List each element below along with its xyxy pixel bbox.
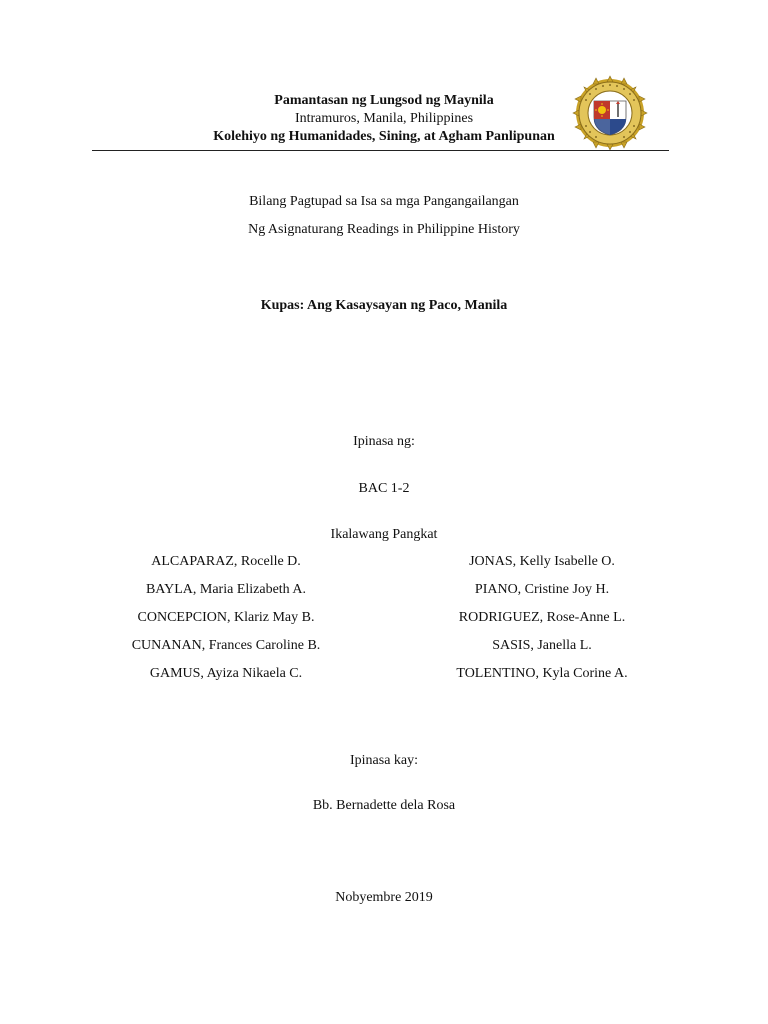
paper-title: Kupas: Ang Kasaysayan ng Paco, Manila — [260, 298, 508, 313]
submitted-to-label: Ipinasa kay: — [349, 753, 419, 768]
instructor-name: Bb. Bernadette dela Rosa — [312, 798, 456, 813]
members-right-column — [402, 553, 682, 693]
member-name: PIANO, Cristine Joy H. — [474, 582, 610, 597]
university-seal-icon — [572, 75, 648, 151]
member-name: SASIS, Janella L. — [492, 638, 592, 653]
member-name: JONAS, Kelly Isabelle O. — [469, 554, 615, 569]
group-name: Ikalawang Pangkat — [330, 527, 438, 542]
university-name: Pamantasan ng Lungsod ng Maynila — [274, 93, 494, 108]
university-location: Intramuros, Manila, Philippines — [294, 111, 474, 126]
members-left-column — [86, 553, 366, 693]
member-name: RODRIGUEZ, Rose-Anne L. — [458, 610, 626, 625]
member-name: BAYLA, Maria Elizabeth A. — [145, 582, 307, 597]
submission-date: Nobyembre 2019 — [335, 890, 433, 905]
member-name: CONCEPCION, Klariz May B. — [137, 610, 315, 625]
purpose-line-2: Ng Asignaturang Readings in Philippine History — [248, 222, 520, 237]
member-name: GAMUS, Ayiza Nikaela C. — [149, 666, 303, 681]
purpose-line-1: Bilang Pagtupad sa Isa sa mga Pangangailangan — [249, 194, 519, 209]
submitted-by-label: Ipinasa ng: — [353, 434, 415, 449]
header-divider — [92, 150, 669, 151]
member-name: TOLENTINO, Kyla Corine A. — [456, 666, 628, 681]
college-name: Kolehiyo ng Humanidades, Sining, at Agham Panlipunan — [213, 129, 555, 144]
section-code: BAC 1-2 — [358, 481, 410, 496]
member-name: ALCAPARAZ, Rocelle D. — [151, 554, 301, 569]
member-name: CUNANAN, Frances Caroline B. — [131, 638, 321, 653]
